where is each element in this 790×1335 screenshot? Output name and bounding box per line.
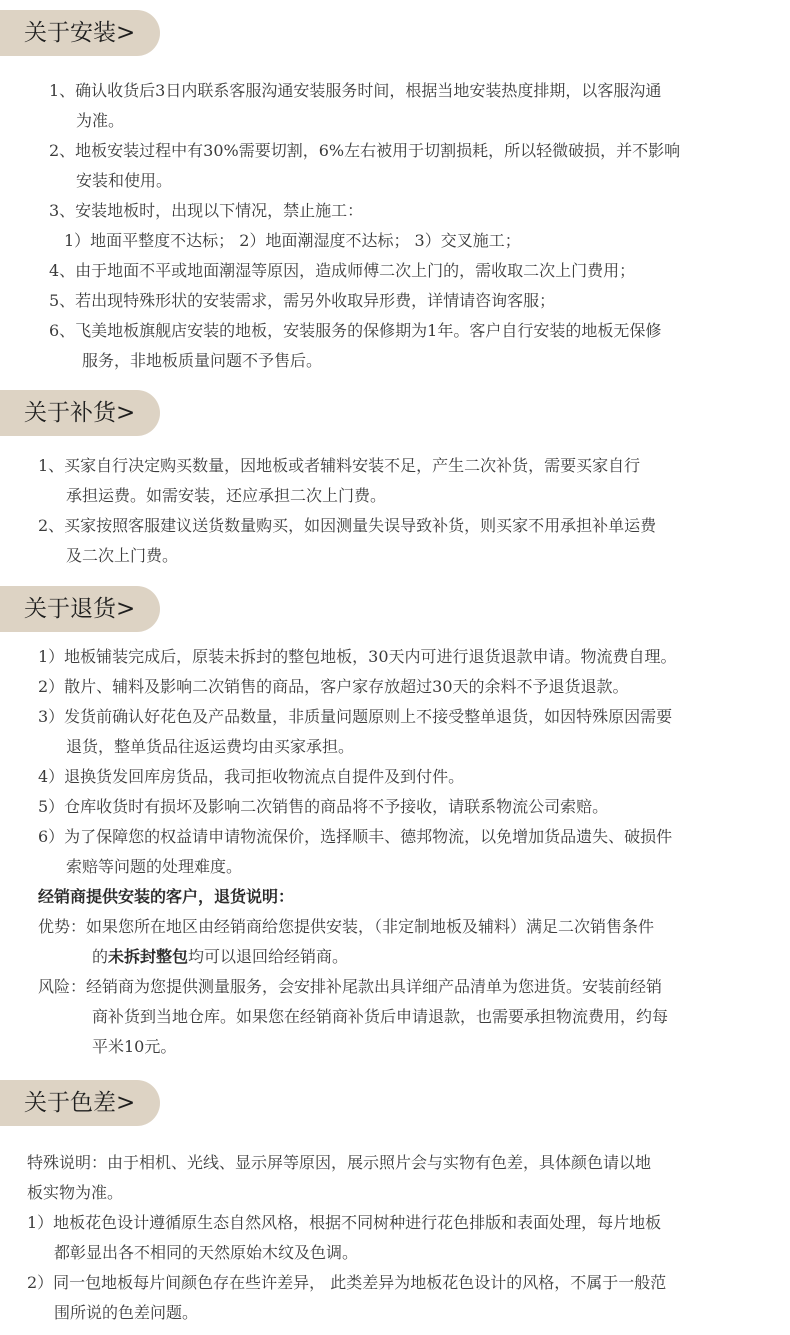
return-line: 1）地板铺装完成后，原装未拆封的整包地板，30天内可进行退货退款申请。物流费自理。 xyxy=(38,647,677,666)
advantage-line: 优势：如果您所在地区由经销商给您提供安装，（非定制地板及辅料）满足二次销售条件 xyxy=(38,917,655,936)
return-line: 退货，整单货品往返运费均由买家承担。 xyxy=(66,737,355,756)
risk-line: 商补货到当地仓库。如果您在经销商补货后申请退款，也需要承担物流费用，约每 xyxy=(92,1007,669,1026)
advantage-prefix: 的 xyxy=(92,947,109,966)
color-line: 1）地板花色设计遵循原生态自然风格，根据不同树种进行花色排版和表面处理，每片地板 xyxy=(27,1213,662,1232)
section-title-return: 关于退货> xyxy=(0,586,160,632)
restock-line: 及二次上门费。 xyxy=(66,546,179,565)
section-title-restock: 关于补货> xyxy=(0,390,160,436)
install-line: 6、飞美地板旗舰店安装的地板，安装服务的保修期为1年。客户自行安装的地板无保修 xyxy=(49,321,662,340)
restock-line: 1、买家自行决定购买数量，因地板或者辅料安装不足，产生二次补货，需要买家自行 xyxy=(38,456,641,475)
install-line: 安装和使用。 xyxy=(76,171,173,190)
color-line: 特殊说明：由于相机、光线、显示屏等原因，展示照片会与实物有色差，具体颜色请以地 xyxy=(27,1153,652,1172)
color-line: 2）同一包地板每片间颜色存在些许差异， 此类差异为地板花色设计的风格，不属于一般范 xyxy=(27,1273,667,1292)
return-line: 索赔等问题的处理难度。 xyxy=(66,857,243,876)
risk-line: 风险：经销商为您提供测量服务，会安排补尾款出具详细产品清单为您进货。安装前经销 xyxy=(38,977,663,996)
install-line: 1）地面平整度不达标； 2）地面潮湿度不达标； 3）交叉施工； xyxy=(64,231,521,250)
dealer-heading: 经销商提供安装的客户，退货说明： xyxy=(38,887,295,906)
advantage-suffix: 均可以退回给经销商。 xyxy=(188,947,349,966)
advantage-line xyxy=(92,942,348,972)
return-line: 4）退换货发回库房货品，我司拒收物流点自提件及到付件。 xyxy=(38,767,465,786)
return-line: 3）发货前确认好花色及产品数量，非质量问题原则上不接受整单退货，如因特殊原因需要 xyxy=(38,707,673,726)
color-line: 围所说的色差问题。 xyxy=(54,1303,199,1322)
restock-line: 2、买家按照客服建议送货数量购买，如因测量失误导致补货，则买家不用承担补单运费 xyxy=(38,516,657,535)
section-title-color: 关于色差> xyxy=(0,1080,160,1126)
install-line: 2、地板安装过程中有30%需要切割，6%左右被用于切割损耗，所以轻微破损，并不影响 xyxy=(49,141,681,160)
color-line: 都彰显出各不相同的天然原始木纹及色调。 xyxy=(54,1243,359,1262)
install-line: 4、由于地面不平或地面潮湿等原因，造成师傅二次上门的，需收取二次上门费用； xyxy=(49,261,636,280)
install-line: 为准。 xyxy=(76,111,125,130)
install-line: 1、确认收货后3日内联系客服沟通安装服务时间，根据当地安装热度排期，以客服沟通 xyxy=(49,81,662,100)
restock-line: 承担运费。如需安装，还应承担二次上门费。 xyxy=(66,486,387,505)
return-line: 2）散片、辅料及影响二次销售的商品，客户家存放超过30天的余料不予退货退款。 xyxy=(38,677,629,696)
risk-line: 平米10元。 xyxy=(92,1037,177,1056)
return-line: 5）仓库收货时有损坏及影响二次销售的商品将不予接收，请联系物流公司索赔。 xyxy=(38,797,609,816)
return-line: 6）为了保障您的权益请申请物流保价，选择顺丰、德邦物流，以免增加货品遗失、破损件 xyxy=(38,827,673,846)
install-line: 服务，非地板质量问题不予售后。 xyxy=(82,351,323,370)
section-title-install: 关于安装> xyxy=(0,10,160,56)
color-line: 板实物为准。 xyxy=(27,1183,124,1202)
install-line: 3、安装地板时，出现以下情况，禁止施工： xyxy=(49,201,364,220)
install-line: 5、若出现特殊形状的安装需求，需另外收取异形费，详情请咨询客服； xyxy=(49,291,556,310)
advantage-bold-text: 未拆封整包 xyxy=(108,947,189,966)
